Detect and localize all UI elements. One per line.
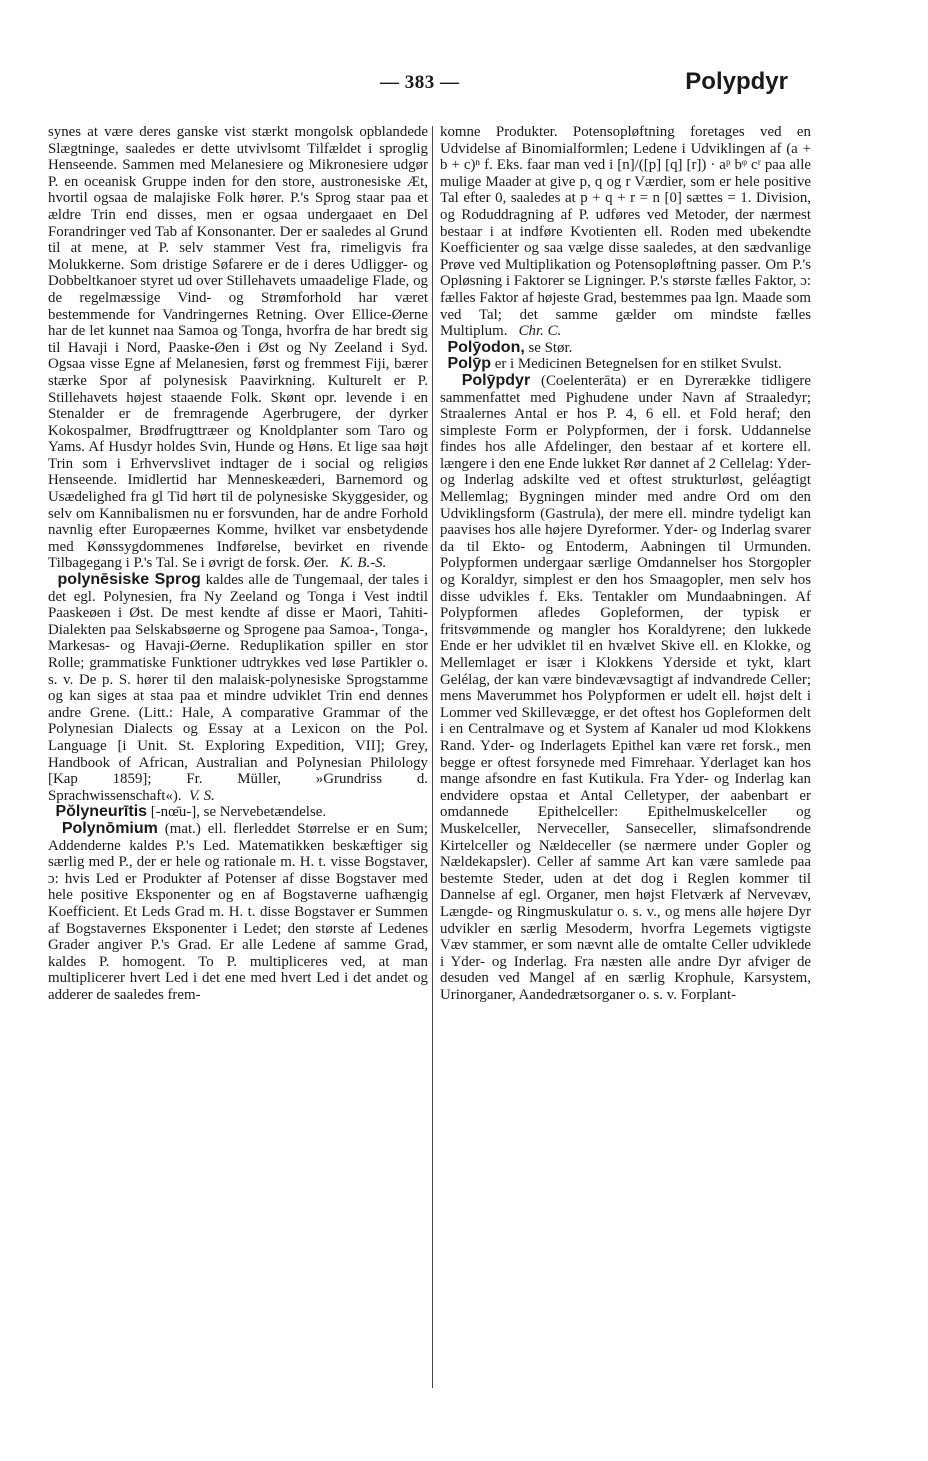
left-column: [48, 124, 428, 1003]
page-number: — 383 —: [380, 72, 460, 93]
right-column: [440, 124, 811, 1003]
right-continuation-text: komne Produkter. Potensopløftning foretages ved en Udvidelse af Binomialformlen; Ledene i Udviklingen af (a + b + c)ⁿ f. Eks. faar man ved i [n]/([p] [q] [r]) · aᵖ bᵠ cʳ paa alle mulige Maader at give p, q og r Værdier, som er hele positive Tal efter 0, saaledes at p + q + r = n [0] sættes = 1. Division, og Roduddragning af P. udføres ved Metoder, der nærmest bestaar i at indføre Kvotienten ell. Roden med ubekendte Koefficienter og saa vælge disse saaledes, at den sædvanlige Prøve ved Multiplikation og Potensopløftning passer. Om P.'s Opløsning i Faktorer se Ligninger. P.'s største fælles Faktor, ɔ: fælles Faktor af højeste Grad, bestemmes paa lgn. Maade som ved Tal; det samme gælder om mindste fælles Multiplum.: [440, 124, 811, 340]
entry-signature: V. S.: [189, 787, 215, 804]
right-continuation: [440, 124, 811, 340]
headword: Pŏlyneurītis: [55, 803, 148, 821]
entry-polynesiske-sprog: [48, 572, 428, 804]
entry-body: er i Medicinen Betegnelsen for en stilket Svulst.: [491, 356, 782, 373]
headword: polynēsiske Sprog: [57, 571, 201, 589]
entry-body: (Coelenterāta) er en Dyrerække tidligere sammenfattet med Pighudene under Navn af Straaledyr; Straalernes Antal er hos P. 4, 6 ell. et Fold heraf; den simpleste Form er Polypformen, der i forsk. Uddannelse findes hos alle Afdelinger, den bestaar af et kortere ell. længere i den ene Ende lukket Rør dannet af 2 Cellelag: Yder- og Inderlag adskilte ved et oftest strukturløst, geléagtigt Mellemlag; Bygningen minder med andre Ord om den Udviklingsform (Gastrula), der mere ell. mindre tydeligt kan paavises hos alle højere Dyreformer. Yder- og Inderlag svarer da til Ekto- og Entoderm, Aabningen til Urmunden. Polypformen undergaar særlige Omdannelser hos Storgopler og Koraldyr, simplest er den hos Smaagopler, men selv hos disse udvikles f. Eks. Tentakler om Mundaabningen. Af Polypformen afledes Gopleformen, der typisk er fritsvømmende og mangler hos Koraldyrene; den lukkede Ende er her udviklet til en hvælvet Skive ell. en Klokke, og Mellemlaget er især i Klokkens Yderside et tykt, klart Gelélag, der kan være bindevævsagtigt af indvandrede Celler; mens Maverummet hos Polypformen er udelt ell. højst delt i Lommer ved Skillevægge, er det oftest hos Gopleformen delt i en Centralmave og et System af Kanaler ud mod Klokkens Rand. Yder- og Inderlagets Epithel kan være ret forsk., men begge er oftest forsynede med Fimrehaar. Yderlaget kan hos mange afsondre en fast Kutikula. Fra Yder- og Inderlag kan endvidere opstaa et Antal Celletyper, der aabenbart er omdannede Epithelceller: Epithelmuskelceller og Muskelceller, Nerveceller, Sanseceller, slimafsondrende Kirtelceller og Nældeceller (se nærmere under Gopler og Nældekapsler). Celler af samme Art kan være samlede paa bestemte Steder, uden at det dog i Reglen kommer til Dannelse af egl. Organer, men højst Fletværk af Nervevæv, Længde- og Ringmuskulatur o. s. v., og mens alle højere Dyr udvikler en særlig Mesoderm, hvorfra Legemets vigtigste Væv stammer, er som nævnt alle de omtalte Celler udviklede i Yder- og Inderlag. Fra næsten alle andre Dyr afviger de desuden ved Mangel af en særlig Krophule, Karsystem, Urinorganer, Aandedrætsorganer o. s. v. Forplant-: [440, 372, 811, 1003]
headword: Polȳp: [447, 355, 492, 373]
headword: Polȳodon,: [447, 338, 525, 356]
entry-body: kaldes alle de Tungemaal, der tales i det egl. Polynesien, fra Ny Zeeland og Tonga i Vest indtil Paaskeøen i Øst. De mest kendte af disse er Maori, Tahiti-Dialekten paa Selskabsøerne og Sprogene paa Samoa-, Tonga-, Markesas- og Havaji-Øerne. Reduplikation spiller en stor Rolle; grammatiske Funktioner udtrykkes ved løse Partikler o. s. v. De p. S. hører til den malaisk-polynesiske Sprogstamme og kan siges at staa paa et mindre udviklet Trin end dennes andre Grene. (Litt.: Hale, A comparative Grammar of the Polynesian Dialects og Essay at a Lexicon on the Pol. Language [i Unit. St. Exploring Expedition, VII]; Grey, Handbook of African, Australian and Polynesian Philology [Kap 1859]; Fr. Müller, »Grundriss d. Sprachwissenschaft«).: [48, 572, 429, 804]
entry-polynomium: [48, 821, 428, 1004]
entry-polyodon: [440, 340, 811, 357]
entry-polyneuritis: [48, 804, 428, 821]
entry-body: [-nœ̄u-], se Nervebetændelse.: [147, 804, 327, 821]
column-divider: [432, 126, 433, 1388]
entry-body: (mat.) ell. flerleddet Størrelse er en Sum; Addenderne kaldes P.'s Led. Matematikken beskæftiger sig særlig med P., der er hele og rationale m. H. t. visse Bogstaver, ɔ: hvis Led er Produkter af Potenser af disse Bogstaver med hele positive Eksponenter og en af Bogstaverne uafhængig Koefficient. Et Leds Grad m. H. t. disse Bogstaver er Summen af Bogstavernes Eksponenter i Ledet; den største af Ledenes Grader angiver P.'s Grad. Er alle Ledene af samme Grad, kaldes P. homogent. To P. multipliceres ved, at man multiplicerer hvert Led i det ene med hvert Led i det andet og adderer de saaledes frem-: [48, 820, 428, 1003]
left-continuation-text: synes at være deres ganske vist stærkt mongolsk opblandede Slægtninge, saaledes er dette utvivlsomt Tilfældet i sproglig Henseende. Sammen med Melanesiere og Mikronesiere udgør P. en oceanisk Gruppe inden for den store, austronesiske Æt, hvortil ogsaa de malajiske Folk hører. P.'s Sprog staar paa et ældre Trin end disses, men er ogsaa undergaaet en Del Forandringer ved Tab af Konsonanter. Der er saaledes al Grund til at mene, at P. selv stammer Vest fra, rimeligvis fra Molukkerne. Som dristige Søfarere er de i deres Udligger- og Dobbeltkanoer styret ud over Stillehavets umaadelige Flade, og de regelmæssige Vind- og Strømforhold har været bestemmende for Vandringernes Retning. Over Ellice-Øerne har de let kunnet naa Samoa og Tonga, hvorfra de har bredt sig til Havaji i Nord, Paaske-Øen i Øst og Ny Zeeland i Syd. Ogsaa visse Egne af Melanesien, først og fremmest Fiji, bærer stærke Spor af polynesisk Paavirkning. Kulturelt er P. Stillehavets højest staaende Folk. Skønt opr. levende i en Stenalder er de fremragende Agerbrugere, der dyrker Kokospalmer, Brødfrugttræer og Knoldplanter som Taro og Yams. Af Husdyr holdes Svin, Hunde og Høns. Et lige saa højt Trin som i Erhvervslivet indtager de i social og religiøs Henseende. Imidlertid har Menneskeæderi, Barnemord og Usædelighed fra gl Tid hørt til de polynesiske Skyggesider, og selv om Kannibalismen nu er forsvunden, har de andre Forhold navnlig efter Europæernes Komme, hvilket var ensbetydende med Kønssygdommenes Indførelse, bevirket en rivende Tilbagegang i P.'s Tal. Se i øvrigt de forsk. Øer.: [48, 124, 428, 572]
entry-polyp: [440, 356, 811, 373]
headword: Polynōmium: [61, 819, 158, 837]
running-head: Polypdyr: [685, 68, 788, 95]
page-header: [0, 68, 928, 104]
right-continuation-signature: Chr. C.: [518, 323, 562, 340]
left-continuation: [48, 124, 428, 572]
entry-body: se Stør.: [524, 339, 573, 356]
left-continuation-signature: K. B.-S.: [340, 555, 387, 572]
entry-polypdyr: [440, 373, 811, 1004]
headword: Polȳpdyr: [461, 371, 531, 389]
